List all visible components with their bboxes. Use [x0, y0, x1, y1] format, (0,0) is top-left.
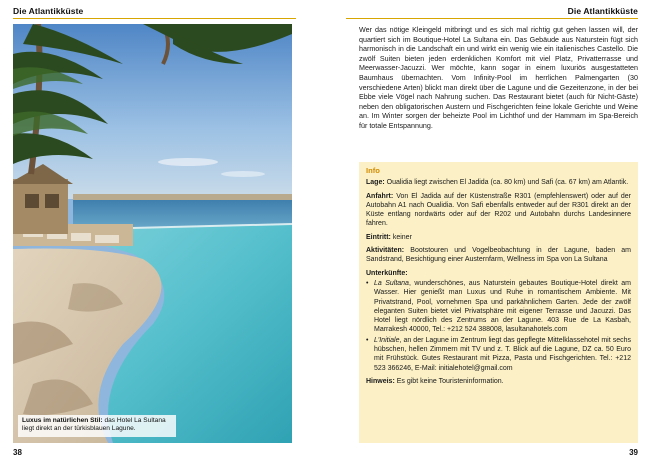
hotel-description: , wunderschönes, aus Naturstein gebautes Boutique-Hotel direkt am Wasser. Hier genießt man Luxus und Ruhe in romantischem Ambiente. Mit Privatstrand, Pool, vornehmen Spa und parkähnlichem Garten. Jede der zwölf eleganten Suiten bietet viel Privatsphäre mit eigener Terrasse und Jacuzzi. Das Hotel liegt nördlich des Zentrums an der Lagune. 403 Rue de La Kasbah, Marrakesh 40000, Tel.: +212 524 388008, lasultanahotels.com [374, 279, 631, 334]
unterkuenfte-label: Unterkünfte: [366, 269, 408, 277]
page-number-right: 39 [629, 448, 638, 457]
running-head-right: Die Atlantikküste [567, 6, 638, 16]
unterkuenfte-list [366, 279, 631, 373]
info-unterkuenfte [366, 269, 631, 278]
hotel-pool-photo [13, 24, 292, 443]
list-item [366, 336, 631, 373]
anfahrt-text: Von El Jadida auf der Küstenstraße R301 (empfehlenswert) oder auf der Autobahn A1 nach Oualidia. Von Safi ebenfalls entweder auf der R301 direkt an der Küste entlang nordwärts oder auf der R202 und Autobahn durchs Landesinnere fahren. [366, 192, 631, 228]
eintritt-text: keiner [392, 233, 412, 241]
caption-lead: Luxus im natürlichen Stil: [22, 416, 103, 424]
info-lage [366, 178, 631, 187]
right-page [326, 0, 652, 468]
info-box [359, 162, 638, 443]
list-item [366, 279, 631, 335]
hotel-name: La Sultana [374, 279, 409, 287]
caption-text: das Hotel La Sultana liegt direkt an der türkisblauen Lagune. [22, 416, 166, 433]
info-eintritt [366, 233, 631, 242]
info-title: Info [366, 166, 380, 175]
body-paragraph: Wer das nötige Kleingeld mitbringt und es sich mal richtig gut gehen lassen will, der quartiert sich im Boutique-Hotel La Sultana ein. Das Gebäude aus Naturstein fügt sich harmonisch in die Landschaft ein und wirkt ein wenig wie ein italienisches Castello. Die zwölf Suiten bieten jeden erdenklichen Komfort mit viel Platz, Privatterrasse und Meerwasser-Jacuzzi. Wer möchte, kann sogar in einem luxuriös ausgestatteten Baumhaus übernachten. Vom Infinity-Pool im herrlichen Palmengarten (30 verschiedene Arten) blickt man direkt über die Lagune und die Gezeitenzone, in der bei Ebbe viele Vögel nach Nahrung suchen. Das Restaurant bietet (auch für Nicht-Gäste) neben den obligatorischen Austern und Fischgerichten feine lokale Gerichte und Weine an. Im Winter sorgen der beheizte Pool im Lichthof und der Hammam im Spa-Bereich für totale Entspannung. [359, 26, 638, 130]
eintritt-label: Eintritt: [366, 233, 391, 241]
hinweis-label: Hinweis: [366, 377, 395, 385]
hinweis-text: Es gibt keine Touristeninformation. [396, 377, 504, 385]
info-anfahrt [366, 192, 631, 229]
header-rule-right [346, 18, 638, 19]
header-rule-left [13, 18, 296, 19]
page-number-left: 38 [13, 448, 22, 457]
info-aktivitaeten [366, 246, 631, 265]
lage-text: Oualidia liegt zwischen El Jadida (ca. 80 km) und Safi (ca. 67 km) am Atlantik. [386, 179, 629, 187]
photo-caption [18, 415, 176, 437]
anfahrt-label: Anfahrt: [366, 192, 394, 200]
hotel-description: , an der Lagune im Zentrum liegt das gepflegte Mittelklassehotel mit sechs hübschen, hellen Zimmern mit TV und z. T. Blick auf die Lagune, DZ ca. 50 Euro mit Frühstück. Gutes Restaurant mit Pizza, Pasta und Fischgerichten. Tel.: +212 523 366246, E-Mail: initialehotel@gmail.com [374, 336, 631, 372]
lage-label: Lage: [366, 179, 385, 187]
running-head-left: Die Atlantikküste [13, 6, 84, 16]
aktivitaeten-label: Aktivitäten: [366, 247, 405, 255]
info-hinweis [366, 377, 631, 386]
hotel-name: L'Initiale [374, 336, 400, 344]
aktivitaeten-text: Bootstouren und Vogelbeobachtung in der Lagune, baden am Sandstrand, Besichtigung einer Austernfarm, Wellness im Spa von La Sultana [366, 247, 631, 264]
